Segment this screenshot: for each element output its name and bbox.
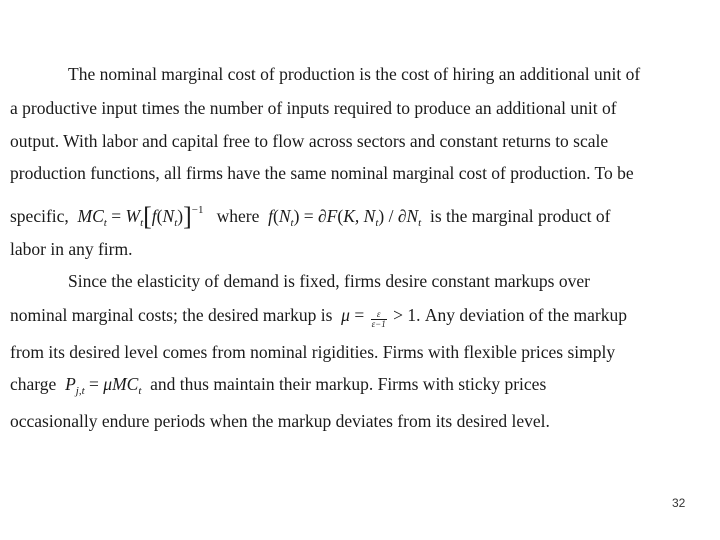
p1-line-3: output. With labor and capital free to flow across sectors and constant returns to scale (10, 131, 609, 151)
p2-line-5: occasionally endure periods when the markup deviates from its desired level. (10, 411, 550, 431)
p1-line-5-prefix: specific, (10, 206, 69, 226)
page-number: 32 (672, 496, 686, 510)
markup-equation: μ = $\frac{\varepsilon}{\varepsilon-1}$ > 1 (336, 305, 417, 329)
p1-line-6: labor in any firm. (10, 239, 133, 259)
p2-line-4 (10, 373, 546, 402)
p2-line-4-prefix: charge (10, 374, 57, 394)
p2-line-2-suffix: . Any deviation of the markup (416, 305, 628, 325)
p2-line-2-prefix: nominal marginal costs; the desired markup is (10, 305, 333, 325)
p2-line-2 (10, 304, 627, 329)
flexible-price-equation: $P_{j,t} = \mu MC_t$ (60, 374, 142, 397)
p2-line-1: Since the elasticity of demand is fixed, firms desire constant markups over (68, 271, 590, 291)
p1-line-5 (10, 199, 610, 234)
p1-line-5-suffix: is the marginal product of (429, 206, 611, 226)
p2-line-3: from its desired level comes from nominal rigidities. Firms with flexible prices simply (10, 342, 616, 362)
marginal-product-equation: $f(N_t) = \partial F(K$, $N_t) / \partial N_t$ (268, 206, 422, 229)
p1-line-2: a productive input times the number of inputs required to produce an additional unit of (10, 98, 617, 118)
p2-line-4-suffix: and thus maintain their markup. Firms with sticky prices (150, 374, 547, 394)
marginal-cost-equation: $MC_t = W_t[f(N_t)]^{-1}$ (73, 202, 204, 231)
p1-line-4: production functions, all firms have the same nominal marginal cost of production. To be (10, 163, 634, 183)
p1-line-5-where: where (216, 206, 260, 226)
p1-line-1: The nominal marginal cost of production is the cost of hiring an additional unit of (68, 64, 641, 84)
